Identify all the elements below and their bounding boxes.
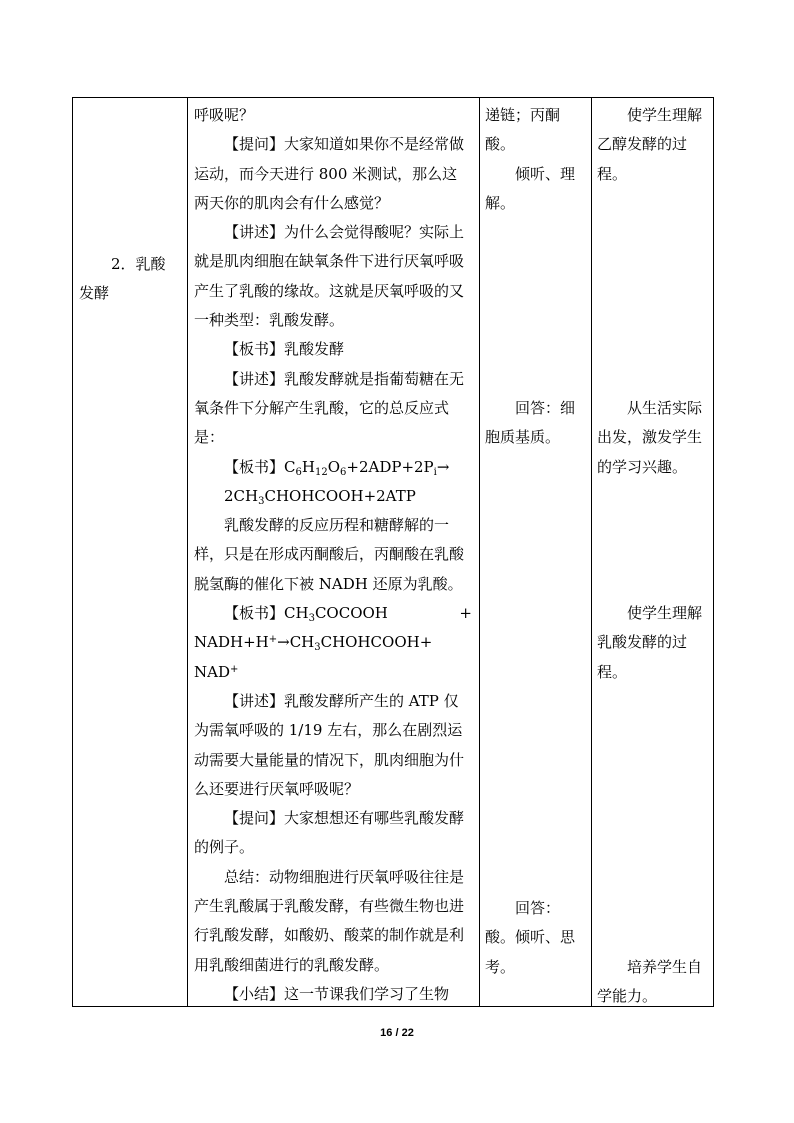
- student-activity: [485, 394, 585, 453]
- teacher-para: 【讲述】为什么会觉得酸呢？实际上就是肌肉细胞在缺氧条件下进行厌氧呼吸产生了乳酸的缘故。这就是厌氧呼吸的又一种类型：乳酸发酵。: [194, 223, 465, 330]
- student-response: 倾听、理解。: [485, 164, 576, 212]
- student-activity: [485, 101, 585, 218]
- student-response: 回答：细胞质基质。: [485, 399, 576, 447]
- teacher-para: 【提问】大家知道如果你不是经常做运动，而今天进行 800 米测试，那么这两天你的肌肉会有什么感觉？: [194, 135, 465, 212]
- equation-glucose: 【板书】$C_6H_{12}O_6+2ADP+2P_i\to$: [224, 457, 450, 478]
- student-activity: [485, 894, 585, 982]
- teacher-para: 总结：动物细胞进行厌氧呼吸往往是产生乳酸属于乳酸发酵，有些微生物也进行乳酸发酵，如酸奶、酸菜的制作就是利用乳酸细菌进行的乳酸发酵。: [194, 867, 465, 974]
- student-response: 回答：: [515, 899, 561, 917]
- teacher-para: 呼吸呢？: [194, 106, 255, 124]
- lesson-table: [72, 97, 714, 1007]
- teacher-para: 【讲述】乳酸发酵就是指葡萄糖在无氧条件下分解产生乳酸，它的总反应式是：: [194, 369, 465, 447]
- equation-glucose-products: $2CH_3CHOHCOOH+2ATP$: [224, 486, 416, 507]
- teacher-para: 【小结】这一节课我们学习了生物: [224, 984, 450, 1003]
- intent-note: 使学生理解乙醇发酵的过程。: [597, 106, 703, 183]
- section-label: [79, 250, 181, 309]
- design-intent: [597, 394, 709, 482]
- teacher-para: 【板书】乳酸发酵: [224, 340, 345, 359]
- design-intent: [597, 101, 709, 189]
- teacher-para: 【提问】大家想想还有哪些乳酸发酵的例子。: [194, 809, 465, 857]
- student-response: 递链；丙酮酸。: [485, 106, 561, 154]
- design-intent: [597, 953, 709, 1012]
- column-divider: [479, 98, 480, 1006]
- teacher-activity: [194, 101, 472, 1009]
- intent-note: 从生活实际出发，激发学生的学习兴趣。: [597, 399, 703, 476]
- intent-note: 使学生理解乳酸发酵的过程。: [597, 604, 703, 681]
- teacher-para: 乳酸发酵的反应历程和糖酵解的一样，只是在形成丙酮酸后，丙酮酸在乳酸脱氢酶的催化下被 NADH 还原为乳酸。: [194, 516, 465, 593]
- intent-note: 培养学生自学能力。: [597, 958, 703, 1006]
- teacher-para: 【讲述】乳酸发酵所产生的 ATP 仅为需氧呼吸的 1/19 左右，那么在剧烈运动需要大量能量的情况下，肌肉细胞为什么还要进行厌氧呼吸呢？: [194, 691, 465, 798]
- equation-pyruvate: 【板书】$CH_3COCOOH$ +: [224, 604, 472, 625]
- equation-pyruvate-products: $NADH+H^+\to CH_3CHOHCOOH+ NAD^+$: [194, 633, 433, 681]
- section-label-line1: 2．乳酸: [111, 255, 166, 273]
- student-response: 酸。倾听、思考。: [485, 928, 576, 976]
- column-divider: [187, 98, 188, 1006]
- section-label-line2: 发酵: [79, 284, 110, 303]
- column-divider: [591, 98, 592, 1006]
- design-intent: [597, 599, 709, 687]
- page-number: 16 / 22: [380, 1027, 414, 1039]
